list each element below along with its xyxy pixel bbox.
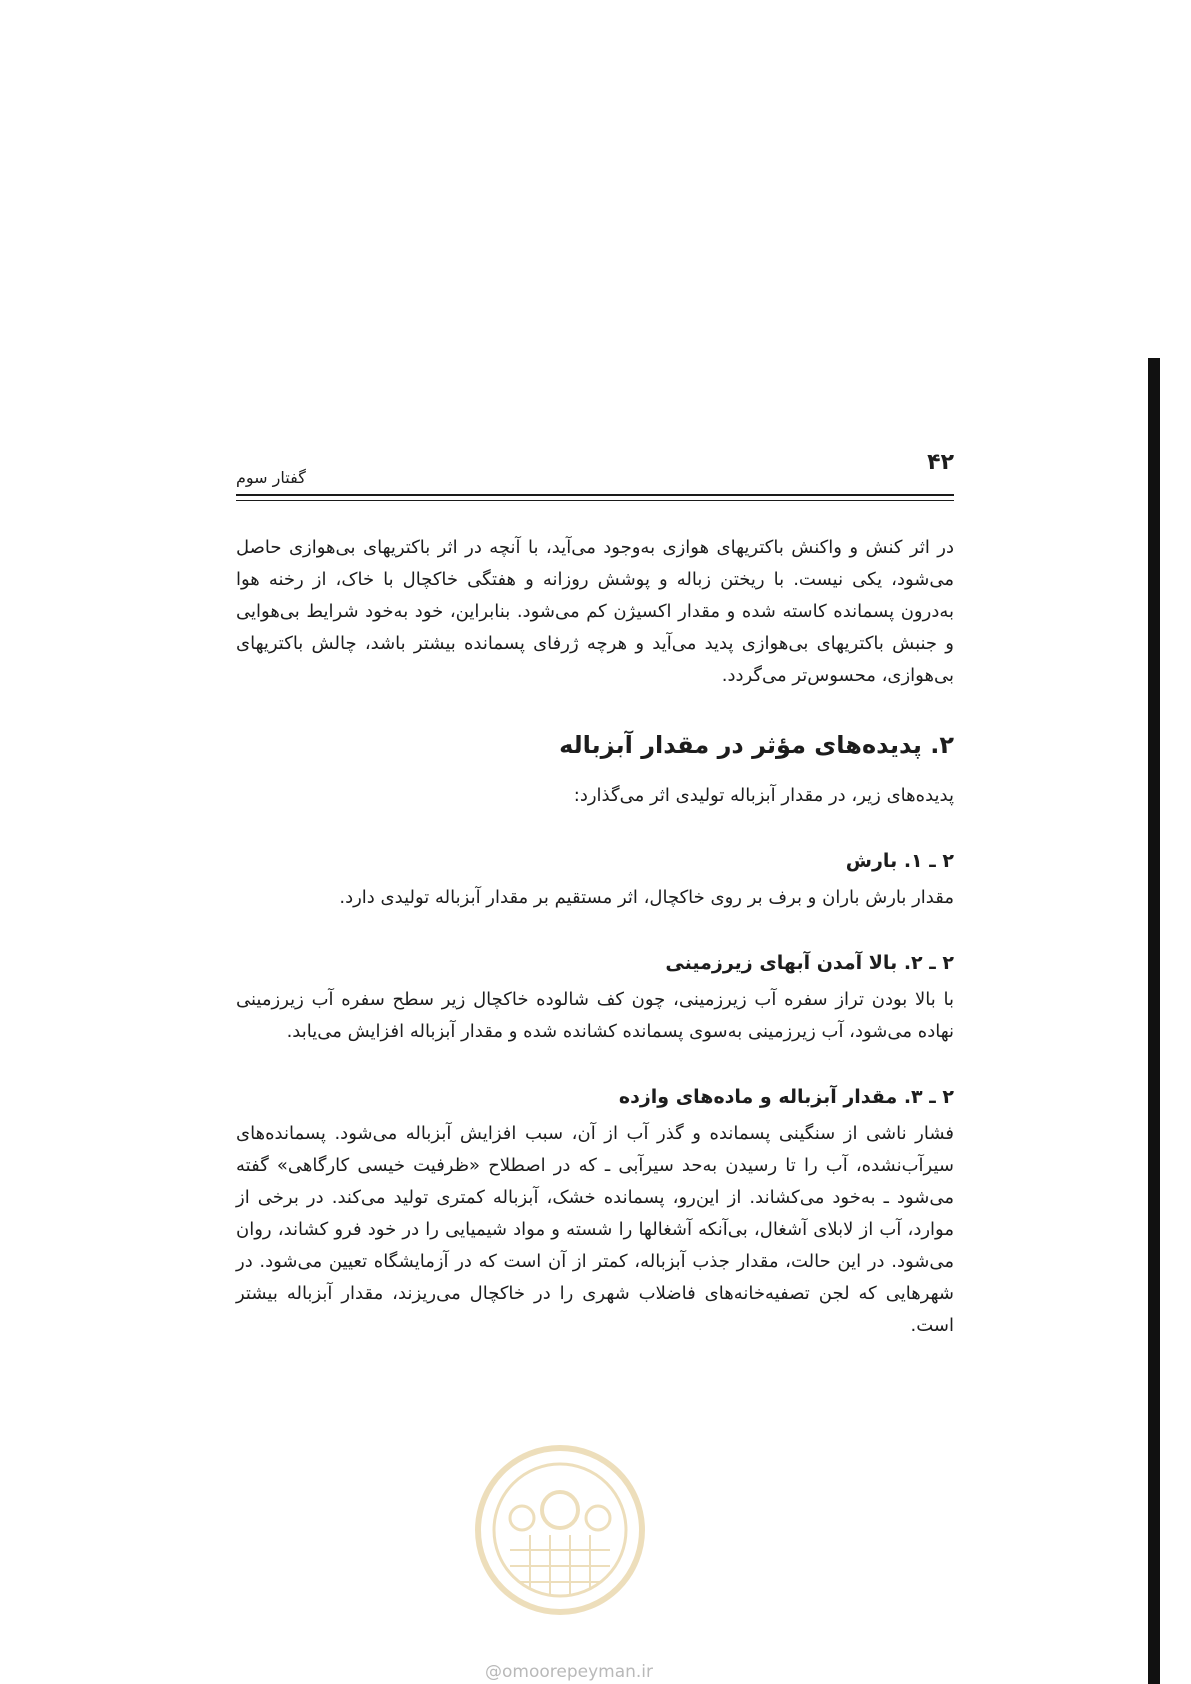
intro-paragraph: در اثر کنش و واکنش باکتریهای هوازی به‌وجود می‌آید، با آنچه در اثر باکتریهای بی‌هوازی حاصل می‌شود، یکی نیست. با ریختن زباله و پوشش روزانه و هفتگی خاکچال با خاک، از رخنه هوا به‌درون پسمانده کاسته شده و مقدار اکسیژن کم می‌شود. بنابراین، خود به‌خود شرایط بی‌هوایی و جنبش باکتریهای بی‌هوازی پدید می‌آید و هرچه ژرفای پسمانده بیشتر باشد، چالش باکتریهای بی‌هوازی، محسوس‌تر می‌گردد. <box>236 537 954 686</box>
header-rule <box>236 494 954 496</box>
subsection-heading-rainfall: ۲ ـ ۱. بارش <box>845 850 954 872</box>
chapter-title: گفتار سوم <box>236 468 306 487</box>
scan-edge-bar <box>1148 358 1160 1684</box>
page-content <box>236 532 954 1342</box>
page-number: ۴۲ <box>927 450 954 475</box>
subsection-text-leachate: فشار ناشی از سنگینی پسمانده و گذر آب از آن، سبب افزایش آبزباله می‌شود. پسمانده‌های سیرآب‌نشده، آب را تا رسیدن به‌حد سیرآبی ـ که در اصطلاح «ظرفیت خیسی کارگاهی» گفته می‌شود ـ به‌خود می‌کشاند. از این‌رو، پسمانده خشک، آبزباله کمتری تولید می‌کند. در برخی از موارد، آب از لابلای آشغال، بی‌آنکه آشغالها را شسته و مواد شیمیایی را در خود فرو کشاند، روان می‌شود. در این حالت، مقدار جذب آبزباله، کمتر از آن است که در آزمایشگاه تعیین می‌شود. در شهرهایی که لجن تصفیه‌خانه‌های فاضلاب شهری را در خاکچال می‌ریزند، مقدار آبزباله بیشتر است. <box>236 1123 954 1336</box>
subsection-text-rainfall: مقدار بارش باران و برف بر روی خاکچال، اثر مستقیم بر مقدار آبزباله تولیدی دارد. <box>339 887 954 908</box>
section-heading: ۲. پدیده‌های مؤثر در مقدار آبزباله <box>559 731 954 759</box>
section-intro: پدیده‌های زیر، در مقدار آبزباله تولیدی اثر می‌گذارد: <box>573 785 954 806</box>
header-rule-thin <box>236 500 954 501</box>
watermark-seal-icon <box>470 1430 650 1630</box>
subsection-heading-leachate: ۲ ـ ۳. مقدار آبزباله و ماده‌های وازده <box>618 1086 954 1108</box>
watermark-seal-graphic <box>470 1430 650 1630</box>
watermark-url: @omoorepeyman.ir <box>485 1662 654 1682</box>
page-header <box>236 448 954 504</box>
subsection-heading-groundwater: ۲ ـ ۲. بالا آمدن آبهای زیرزمینی <box>665 952 954 974</box>
subsection-text-groundwater: با بالا بودن تراز سفره آب زیرزمینی، چون کف شالوده خاکچال زیر سطح سفره آب زیرزمینی نهاده می‌شود، آب زیرزمینی به‌سوی پسمانده کشانده شده و مقدار آبزباله افزایش می‌یابد. <box>236 989 954 1042</box>
